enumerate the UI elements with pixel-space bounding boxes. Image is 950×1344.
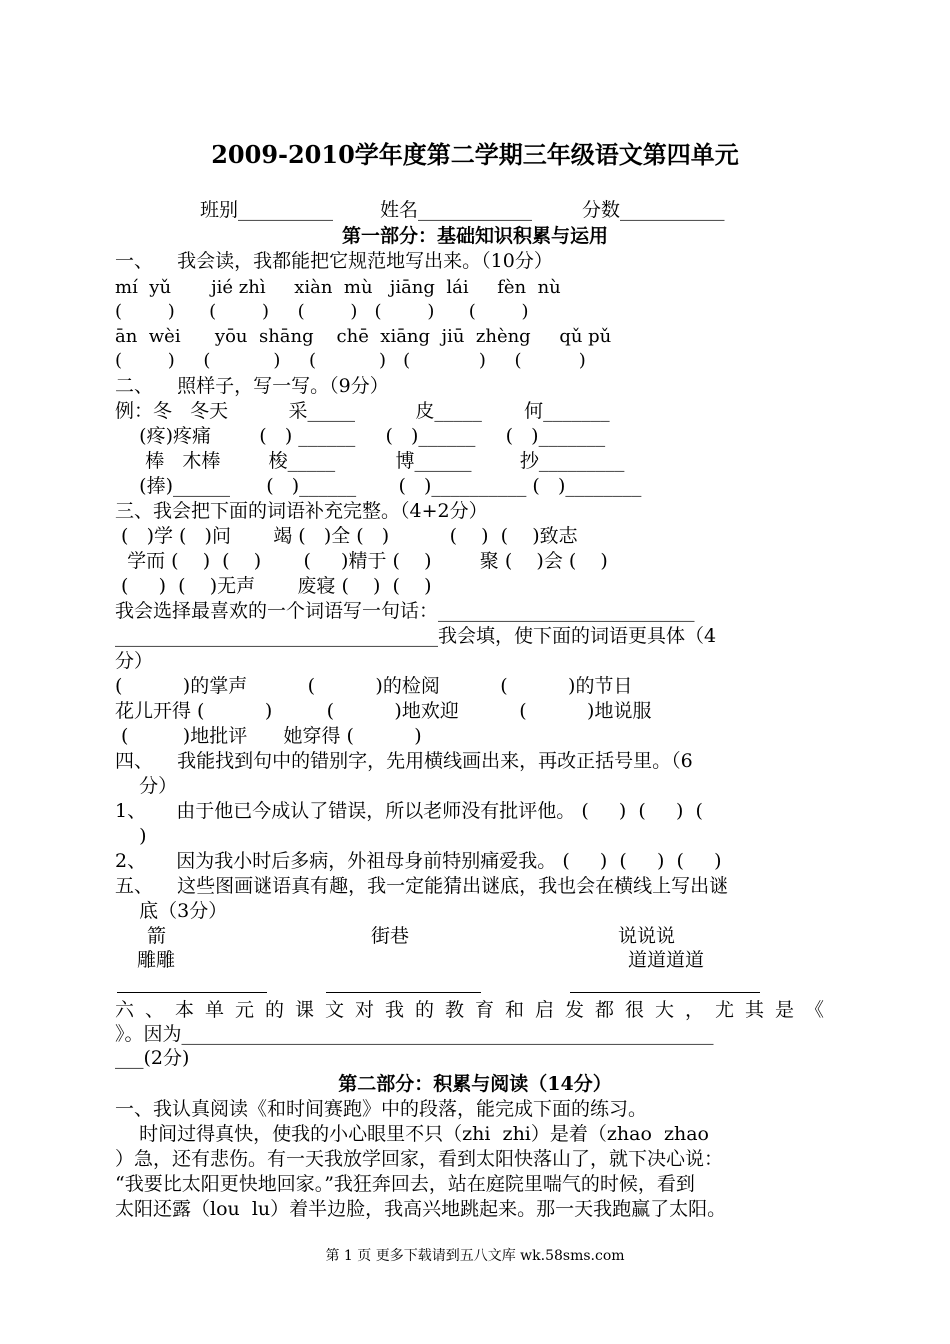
riddle3-a: 说说说 — [618, 925, 676, 947]
q3-row1: ( )学 ( )问 竭 ( )全 ( ) ( ) ( )致志 — [115, 525, 578, 547]
q5-title-b: 底（3分） — [115, 900, 228, 922]
fill-row2: 花儿开得 ( ) ( )地欢迎 ( )地说服 — [115, 700, 652, 722]
q3-choose-line-b: __________________________________我会填，使下面的词语更具体（4 — [115, 625, 717, 647]
q5-title-a: 五、 这些图画谜语真有趣，我一定能猜出谜底，我也会在横线上写出谜 — [115, 875, 729, 897]
q2-row4: (捧)______ ( )______ ( )__________ ( )________ — [115, 475, 642, 497]
riddle2-answer-line[interactable] — [326, 992, 481, 993]
fill-row3: ( )地批评 她穿得 ( ) — [115, 725, 422, 747]
q1-title: 一、 我会读，我都能把它规范地写出来。（10分） — [115, 250, 553, 272]
q3-row2: 学而 ( ) ( ) ( )精于 ( ) 聚 ( )会 ( ) — [115, 550, 608, 572]
class-field: 班别__________ — [200, 199, 334, 221]
document-title: 2009-2010学年度第二学期三年级语文第四单元 — [211, 140, 739, 169]
q2-title: 二、 照样子，写一写。（9分） — [115, 375, 389, 397]
passage-line-1: 时间过得真快，使我的小心眼里不只（zhi zhi）是着（zhao zhao — [115, 1123, 709, 1145]
q1-paren-row1: ( ) ( ) ( ) ( ) ( ) — [115, 301, 529, 322]
q1-pinyin-row2: ān wèi yōu shāng chē xiāng jiū zhèng qǔ pǔ — [115, 326, 612, 347]
q4-item1-a: 1、 由于他已今成认了错误，所以老师没有批评他。 ( ) ( ) ( — [115, 800, 703, 822]
q3-choose-line-a: 我会选择最喜欢的一个词语写一句话：___________________________ — [115, 600, 695, 622]
q2-row1: 例：冬 冬天 采_____ 皮_____ 何_______ — [115, 400, 610, 422]
score-field: 分数___________ — [582, 199, 725, 221]
passage-line-3: “我要比太阳更快地回家。”我狂奔回去，站在庭院里喘气的时候，看到 — [115, 1173, 695, 1195]
q4-item2: 2、 因为我小时后多病，外祖母身前特别痛爱我。 ( ) ( ) ( ) — [115, 850, 722, 872]
riddle1-a: 箭 — [147, 925, 167, 947]
q6-line-c: ___(2分) — [115, 1047, 190, 1069]
q6-line-b: 》。因为________________________________________________________ — [115, 1023, 714, 1045]
q3-choose-line-c: 分） — [115, 650, 154, 672]
q3-row3: ( ) ( )无声 废寝 ( ) ( ) — [115, 575, 432, 597]
q1-pinyin-row1: mí yǔ jié zhì xiàn mù jiāng lái fèn nù — [115, 277, 561, 298]
q3-title: 三、我会把下面的词语补充完整。（4+2分） — [115, 500, 488, 522]
q4-item1-b: ) — [115, 825, 147, 847]
q2-row2: (疼)疼痛 ( ) ______ ( )______ ( )_______ — [115, 425, 606, 447]
q1-paren-row2: ( ) ( ) ( ) ( ) ( ) — [115, 350, 586, 371]
riddle3-answer-line[interactable] — [570, 992, 760, 993]
page-footer: 第 1 页 更多下载请到五八文库 wk.58sms.com — [325, 1248, 625, 1264]
q4-title-a: 四、 我能找到句中的错别字，先用横线画出来，再改正括号里。（6 — [115, 750, 693, 772]
part2-title: 第二部分：积累与阅读（14分） — [338, 1073, 612, 1095]
p2-q1-title: 一、我认真阅读《和时间赛跑》中的段落，能完成下面的练习。 — [115, 1098, 648, 1120]
fill-row1: ( )的掌声 ( )的检阅 ( )的节日 — [115, 675, 633, 697]
riddle1-b: 雕雕 — [137, 949, 176, 971]
q6-line-a: 六、本单元的课文对我的教育和启发都很大，尤其是《 — [115, 999, 836, 1021]
name-field: 姓名____________ — [380, 199, 533, 221]
q2-row3: 棒 木棒 梭_____ 博______ 抄_________ — [115, 450, 625, 472]
q4-title-b: 分） — [115, 775, 178, 797]
passage-line-4: 太阳还露（lou lu）着半边脸，我高兴地跳起来。那一天我跑赢了太阳。 — [115, 1198, 727, 1220]
part1-title: 第一部分：基础知识积累与运用 — [341, 225, 608, 247]
riddle3-b: 道道道道 — [628, 949, 705, 971]
riddle1-answer-line[interactable] — [117, 992, 267, 993]
passage-line-2: ）急，还有悲伤。有一天我放学回家，看到太阳快落山了，就下决心说： — [115, 1148, 724, 1170]
riddle2: 街巷 — [371, 925, 410, 947]
